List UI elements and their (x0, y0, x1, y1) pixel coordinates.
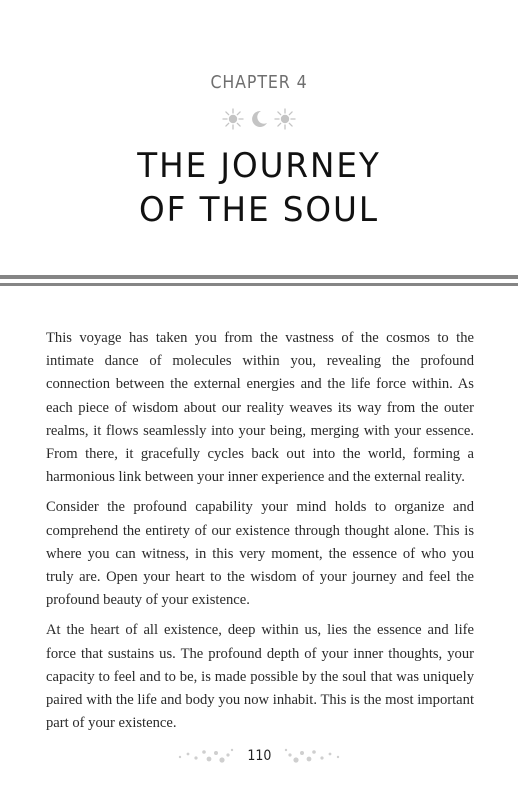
chapter-title (10, 144, 507, 232)
sun-icon (274, 108, 296, 130)
chapter-label: CHAPTER 4 (210, 72, 308, 93)
divider-rule-top (0, 275, 518, 279)
body-paragraph-3: At the heart of all existence, deep within us, lies the essence and life force that sustains us. The profound depth of your inner thoughts, your capacity to feel and to be, is made possible by the soul that was uniquely paired with the life and body you now inhabit. This is the most important part of your existence. (46, 622, 474, 732)
page-number: 110 (246, 748, 272, 764)
sparkle-cluster-icon (176, 746, 236, 766)
chapter-title-line-2: OF THE SOUL (139, 190, 379, 230)
sparkle-cluster-icon (282, 746, 342, 766)
sun-icon (222, 108, 244, 130)
chapter-title-line-1: THE JOURNEY (137, 146, 381, 186)
divider-rule-bottom (0, 283, 518, 286)
body-paragraph-2: Consider the profound capability your mind holds to organize and comprehend the entirety of our existence through thought alone. This is where you can witness, in this very moment, the essence of who you truly are. Open your heart to the wisdom of your journey and feel the profound beauty of your existence. (46, 499, 474, 609)
chapter-body (46, 327, 474, 742)
chapter-ornament (0, 104, 518, 134)
page-footer (0, 742, 518, 770)
crescent-moon-icon (248, 108, 270, 130)
body-paragraph-1: This voyage has taken you from the vastness of the cosmos to the intimate dance of molecules within you, revealing the profound connection between the external energies and the life force within. As each piece of wisdom about our reality weaves its way from the outer realms, it flows seamlessly into your being, merging with your essence. From there, it gracefully cycles back out into the world, forming a harmonious link between your inner experience and the external reality. (46, 330, 474, 486)
